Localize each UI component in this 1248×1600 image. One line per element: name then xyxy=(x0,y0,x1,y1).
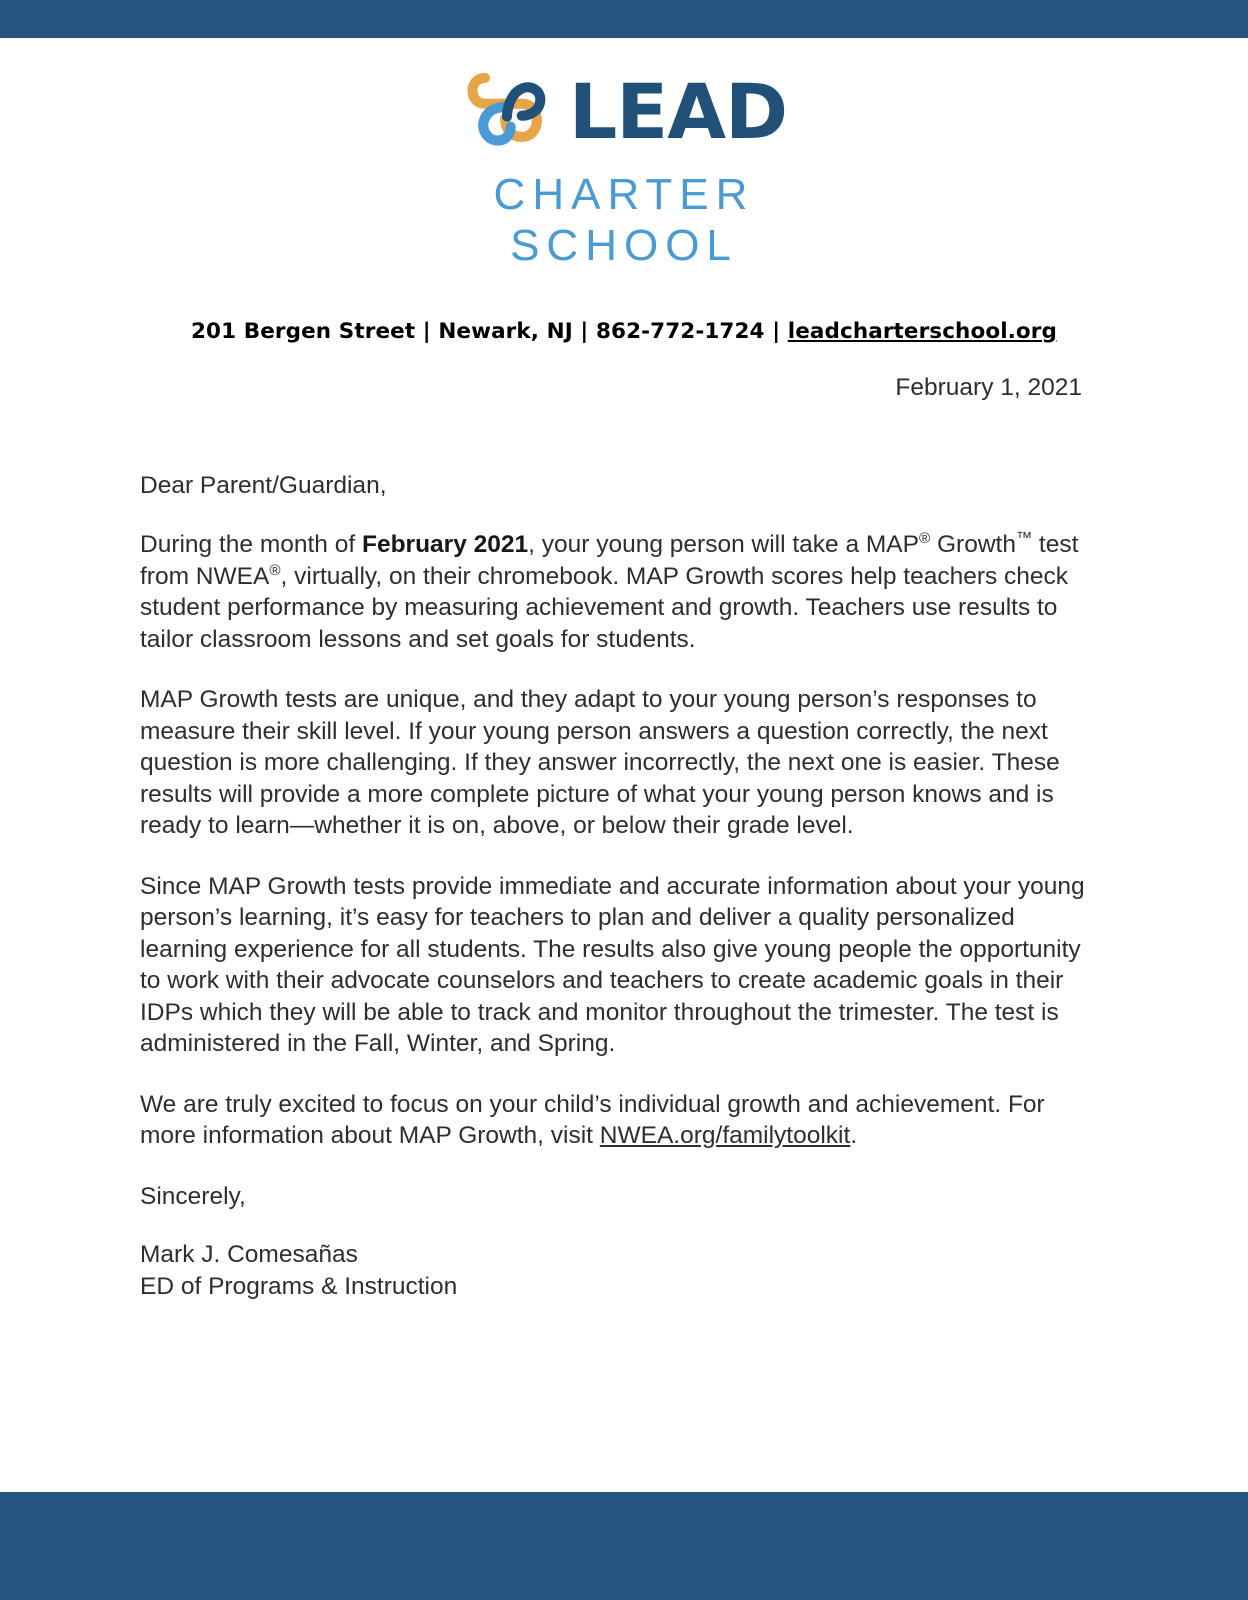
paragraph-1 xyxy=(140,529,1090,655)
contact-info-line xyxy=(0,319,1248,344)
separator-3: | xyxy=(764,318,788,344)
separator-2: | xyxy=(572,318,596,344)
lead-knot-logo-icon xyxy=(461,66,553,158)
registered-mark-icon-2: ® xyxy=(269,561,281,579)
p1-bold-month: February 2021 xyxy=(361,531,529,558)
p4-pre: We are truly excited to focus on your child’s individual growth and achievement. For more information about MAP Growth, visit xyxy=(140,1090,1045,1149)
logo-primary-row xyxy=(461,66,787,158)
signer-title: ED of Programs & Instruction xyxy=(140,1272,458,1300)
p4-post: . xyxy=(850,1122,858,1149)
signer-name: Mark J. Comesañas xyxy=(140,1241,358,1268)
logo-subtitle-charter: CHARTER xyxy=(493,170,755,219)
letter-date: February 1, 2021 xyxy=(895,374,1082,401)
address-city-state: Newark, NJ xyxy=(438,318,573,344)
registered-mark-icon: ® xyxy=(918,529,931,547)
logo-wordmark: LEAD xyxy=(568,67,788,157)
phone-number: 862-772-1724 xyxy=(595,318,765,344)
letter-body xyxy=(140,360,1090,1302)
p1-post: , virtually, on their chromebook. MAP Growth scores help teachers check student performance by measuring achievement and growth. Teachers use results to tailor classroom lessons and set goals for students. xyxy=(140,562,1069,653)
school-logo xyxy=(461,66,787,271)
footer-band xyxy=(0,1492,1248,1600)
p1-mid: , your young person will take a MAP xyxy=(528,531,919,558)
footer-band-inner xyxy=(0,1492,1248,1600)
address-street: 201 Bergen Street xyxy=(190,318,416,344)
paragraph-3: Since MAP Growth tests provide immediate and accurate information about your young person’s learning, it’s easy for teachers to plan and deliver a quality personalized learning experience for all students. The results also give young people the opportunity to work with their advocate counselors and teachers to create academic goals in their IDPs which they will be able to track and monitor throughout the trimester. The test is administered in the Fall, Winter, and Spring. xyxy=(140,872,1085,1057)
paragraph-4 xyxy=(140,1089,1090,1152)
closing-line: Sincerely, xyxy=(140,1182,246,1210)
nwea-family-toolkit-link[interactable]: NWEA.org/familytoolkit xyxy=(599,1122,851,1149)
p1-pre: During the month of xyxy=(140,531,362,558)
p1-mid2: Growth xyxy=(930,531,1016,558)
p1-mid3: test from NWEA xyxy=(140,531,1079,590)
trademark-mark-icon: ™ xyxy=(1015,528,1033,547)
website-link[interactable]: leadcharterschool.org xyxy=(787,318,1057,344)
logo-subtitle-school: SCHOOL xyxy=(510,221,738,271)
paragraph-2: MAP Growth tests are unique, and they adapt to your young person’s responses to measure their skill level. If your young person answers a question correctly, the next question is more challenging. If they answer incorrectly, the next one is easier. These results will provide a more complete picture of what your young person knows and is ready to learn—whether it is on, above, or below their grade level. xyxy=(140,686,1060,839)
salutation: Dear Parent/Guardian, xyxy=(140,472,387,499)
letterhead xyxy=(0,38,1248,344)
separator-1: | xyxy=(415,318,439,344)
header-band xyxy=(0,0,1248,38)
